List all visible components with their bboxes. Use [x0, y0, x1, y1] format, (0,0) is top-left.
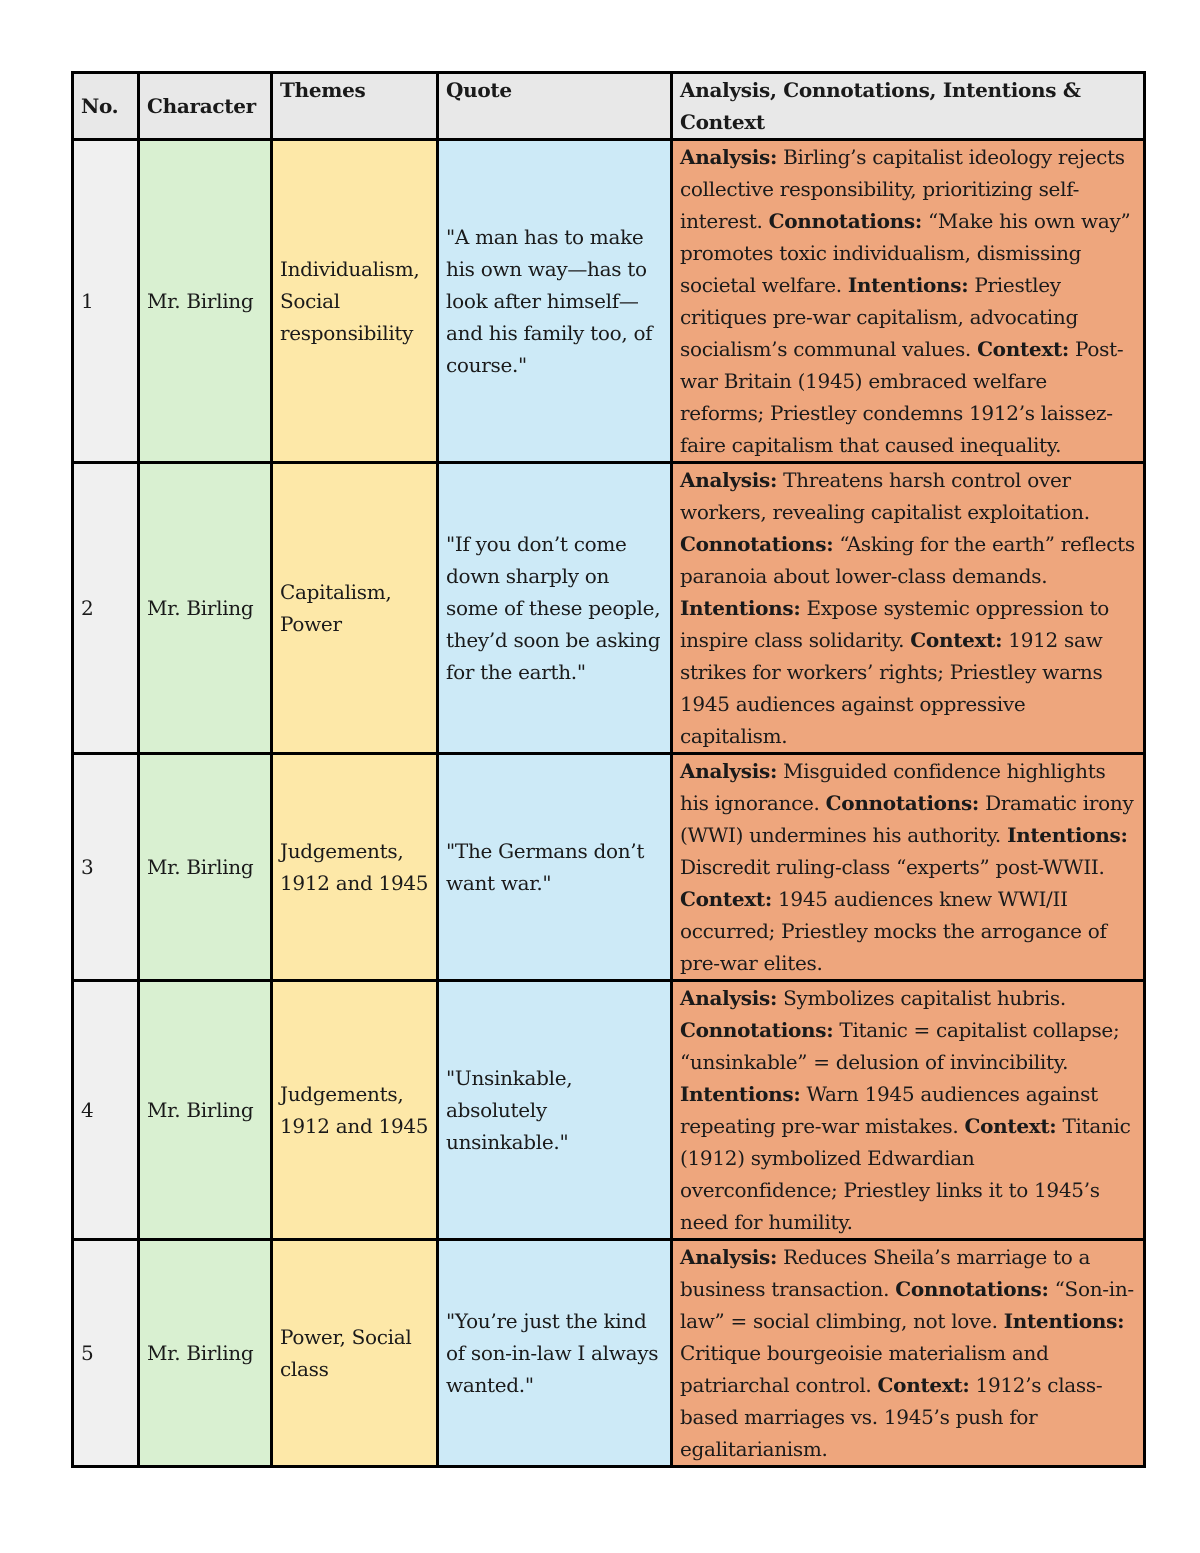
analysis-label: Analysis:	[680, 1245, 778, 1269]
analysis-text: Threatens harsh control over workers, revealing capitalist exploitation.	[680, 468, 1090, 524]
quote-cell: "The Germans don’t want war."	[438, 754, 672, 981]
context-label: Context:	[877, 1373, 970, 1397]
character-cell: Mr. Birling	[139, 981, 272, 1240]
table-body	[73, 140, 1145, 1467]
analysis-text: Reduces Sheila’s marriage to a business transaction.	[680, 1245, 1091, 1301]
character-cell: Mr. Birling	[139, 140, 272, 463]
intentions-label: Intentions:	[680, 596, 801, 620]
analysis-cell	[672, 1240, 1145, 1467]
themes-cell: Judgements, 1912 and 1945	[272, 754, 438, 981]
connotations-label: Connotations:	[680, 1018, 834, 1042]
quote-cell: "You’re just the kind of son-in-law I always wanted."	[438, 1240, 672, 1467]
analysis-cell	[672, 754, 1145, 981]
character-cell: Mr. Birling	[139, 1240, 272, 1467]
analysis-text: Birling’s capitalist ideology rejects collective responsibility, prioritizing self-interest.	[680, 145, 1125, 233]
table-row	[73, 754, 1145, 981]
connotations-text: “Make his own way” promotes toxic individualism, dismissing societal welfare.	[680, 209, 1131, 297]
header-character: Character	[139, 73, 272, 140]
table-row	[73, 981, 1145, 1240]
row-number: 4	[73, 981, 139, 1240]
connotations-text: “Asking for the earth” reflects paranoia about lower-class demands.	[680, 532, 1135, 588]
row-number: 2	[73, 463, 139, 754]
analysis-cell	[672, 981, 1145, 1240]
context-text: 1945 audiences knew WWI/II occurred; Priestley mocks the arrogance of pre-war elites.	[680, 887, 1107, 975]
intentions-label: Intentions:	[680, 1082, 801, 1106]
context-label: Context:	[910, 628, 1003, 652]
themes-cell: Judgements, 1912 and 1945	[272, 981, 438, 1240]
connotations-text: Dramatic irony (WWI) undermines his authority.	[680, 791, 1134, 847]
connotations-label: Connotations:	[680, 532, 834, 556]
connotations-label: Connotations:	[825, 791, 979, 815]
analysis-label: Analysis:	[680, 145, 778, 169]
table-row	[73, 140, 1145, 463]
intentions-text: Priestley critiques pre-war capitalism, advocating socialism’s communal values.	[680, 273, 1078, 361]
analysis-label: Analysis:	[680, 468, 778, 492]
analysis-label: Analysis:	[680, 986, 778, 1010]
analysis-text: Misguided confidence highlights his ignorance.	[680, 759, 1106, 815]
context-text: Post-war Britain (1945) embraced welfare reforms; Priestley condemns 1912’s laissez-faire capitalism that caused inequality.	[680, 337, 1124, 457]
analysis-cell	[672, 463, 1145, 754]
themes-cell: Capitalism, Power	[272, 463, 438, 754]
intentions-text: Expose systemic oppression to inspire class solidarity.	[680, 596, 1109, 652]
context-label: Context:	[964, 1114, 1057, 1138]
character-analysis-table	[71, 71, 1146, 1468]
intentions-label: Intentions:	[1003, 1309, 1125, 1333]
table-row	[73, 463, 1145, 754]
connotations-label: Connotations:	[895, 1277, 1049, 1301]
context-label: Context:	[977, 337, 1069, 361]
character-cell: Mr. Birling	[139, 463, 272, 754]
row-number: 5	[73, 1240, 139, 1467]
context-text: Titanic (1912) symbolized Edwardian overconfidence; Priestley links it to 1945’s need for humility.	[680, 1114, 1131, 1234]
analysis-cell	[672, 140, 1145, 463]
themes-cell: Power, Social class	[272, 1240, 438, 1467]
table-row	[73, 1240, 1145, 1467]
quote-cell: "A man has to make his own way—has to look after himself—and his family too, of course."	[438, 140, 672, 463]
connotations-text: “Son-in-law” = social climbing, not love.	[680, 1277, 1134, 1333]
context-text: 1912’s class-based marriages vs. 1945’s push for egalitarianism.	[680, 1373, 1103, 1461]
analysis-text: Symbolizes capitalist hubris.	[783, 986, 1066, 1010]
intentions-label: Intentions:	[1007, 823, 1128, 847]
header-themes: Themes	[272, 73, 438, 140]
context-text: 1912 saw strikes for workers’ rights; Priestley warns 1945 audiences against oppressive capitalism.	[680, 628, 1103, 748]
row-number: 3	[73, 754, 139, 981]
row-number: 1	[73, 140, 139, 463]
quote-cell: "Unsinkable, absolutely unsinkable."	[438, 981, 672, 1240]
intentions-text: Warn 1945 audiences against repeating pre-war mistakes.	[680, 1082, 1098, 1138]
analysis-label: Analysis:	[680, 759, 778, 783]
intentions-text: Discredit ruling-class “experts” post-WWII.	[680, 855, 1105, 879]
header-row	[73, 73, 1145, 140]
table-header	[73, 73, 1145, 140]
character-cell: Mr. Birling	[139, 754, 272, 981]
context-label: Context:	[680, 887, 772, 911]
header-analysis: Analysis, Connotations, Intentions & Context	[672, 73, 1145, 140]
connotations-label: Connotations:	[768, 209, 922, 233]
connotations-text: Titanic = capitalist collapse; “unsinkable” = delusion of invincibility.	[680, 1018, 1120, 1074]
themes-cell: Individualism, Social responsibility	[272, 140, 438, 463]
header-quote: Quote	[438, 73, 672, 140]
intentions-label: Intentions:	[847, 273, 969, 297]
header-no: No.	[73, 73, 139, 140]
quote-cell: "If you don’t come down sharply on some of these people, they’d soon be asking for the earth."	[438, 463, 672, 754]
intentions-text: Critique bourgeoisie materialism and patriarchal control.	[680, 1341, 1049, 1397]
